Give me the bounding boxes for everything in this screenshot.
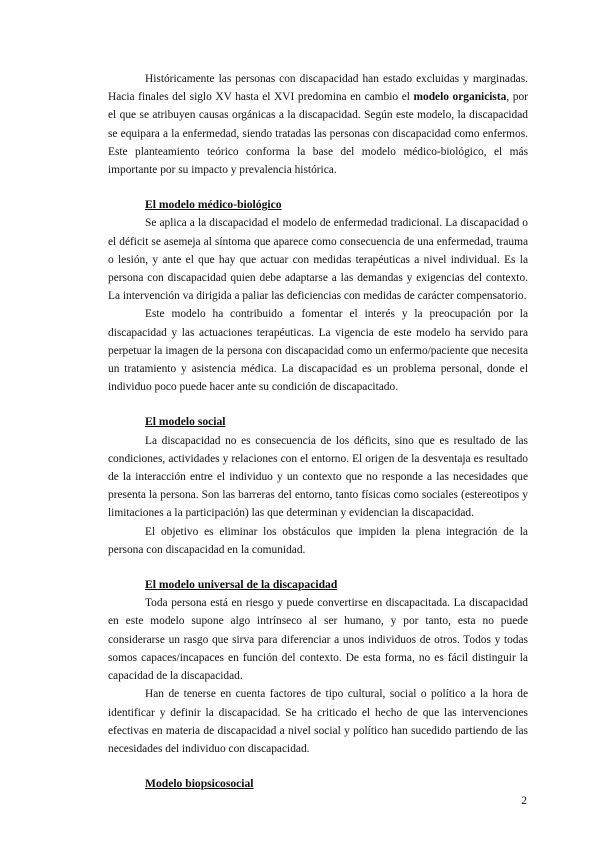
social-paragraph-1: La discapacidad no es consecuencia de los déficits, sino que es resultado de las condiciones, actividades y relaciones con el entorno. El origen de la desventaja es resultado de la interacción entre el individuo y un contexto que no responde a las necesidades que presenta la persona. Son las barreras del entorno, tanto físicas como sociales (estereotipos y limitaciones a la participación) las que determinan y evidencian la discapacidad. bbox=[108, 434, 528, 520]
section-heading-universal: El modelo universal de la discapacidad bbox=[145, 578, 338, 592]
intro-bold-term: modelo organicista bbox=[413, 91, 507, 104]
social-paragraph-2: El objetivo es eliminar los obstáculos que impiden la plena integración de la persona con discapacidad en la comunidad. bbox=[108, 525, 528, 556]
intro-text-start: Históricamente las personas con discapacidad han estado excluidas y marginadas. Hacia finales del siglo XV hasta el XVI predomina en cambio el bbox=[108, 73, 528, 104]
universal-paragraph-1: Toda persona está en riesgo y puede convertirse en discapacitada. La discapacidad en este modelo supone algo intrínseco al ser humano, y por tanto, esta no puede considerarse un rasgo que sirva para diferenciar a unos individuos de otros. Todos y todas somos capaces/incapaces en función del contexto. De esta forma, no es fácil distinguir la capacidad de la discapacidad. bbox=[108, 597, 528, 683]
page-number: 2 bbox=[521, 795, 527, 807]
intro-paragraph bbox=[108, 70, 528, 179]
intro-text-end: , por el que se atribuyen causas orgánicas a la discapacidad. Según este modelo, la discapacidad se equipara a la enfermedad, siendo tratadas las personas con discapacidad como enfermos. Este planteamiento teórico conforma la base del modelo médico-biológico, el más importante por su impacto y prevalencia histórica. bbox=[108, 91, 528, 177]
universal-paragraph-2: Han de tenerse en cuenta factores de tipo cultural, social o político a la hora de identificar y definir la discapacidad. Se ha criticado el hecho de que las intervenciones efectivas en materia de discapacidad a nivel social y político han sucedido partiendo de las necesidades del individuo con discapacidad. bbox=[108, 688, 528, 755]
medico-paragraph-1: Se aplica a la discapacidad el modelo de enfermedad tradicional. La discapacidad o el déficit se asemeja al síntoma que aparece como consecuencia de una enfermedad, trauma o lesión, y ante el que hay que actuar con medidas terapéuticas a nivel individual. Es la persona con discapacidad quien debe adaptarse a las demandas y exigencias del contexto. La intervención va dirigida a paliar las deficiencias con medidas de carácter compensatorio. bbox=[108, 217, 528, 303]
section-heading-medico-biologico: El modelo médico-biológico bbox=[145, 198, 282, 212]
section-heading-social: El modelo social bbox=[145, 415, 226, 429]
section-heading-biopsicosocial: Modelo biopsicosocial bbox=[145, 777, 254, 791]
medico-paragraph-2: Este modelo ha contribuido a fomentar el interés y la preocupación por la discapacidad y las actuaciones terapéuticas. La vigencia de este modelo ha servido para perpetuar la imagen de la persona con discapacidad como un enfermo/paciente que necesita un tratamiento y asistencia médica. La discapacidad es un problema personal, donde el individuo poco puede hacer ante su condición de discapacitado. bbox=[108, 308, 528, 394]
